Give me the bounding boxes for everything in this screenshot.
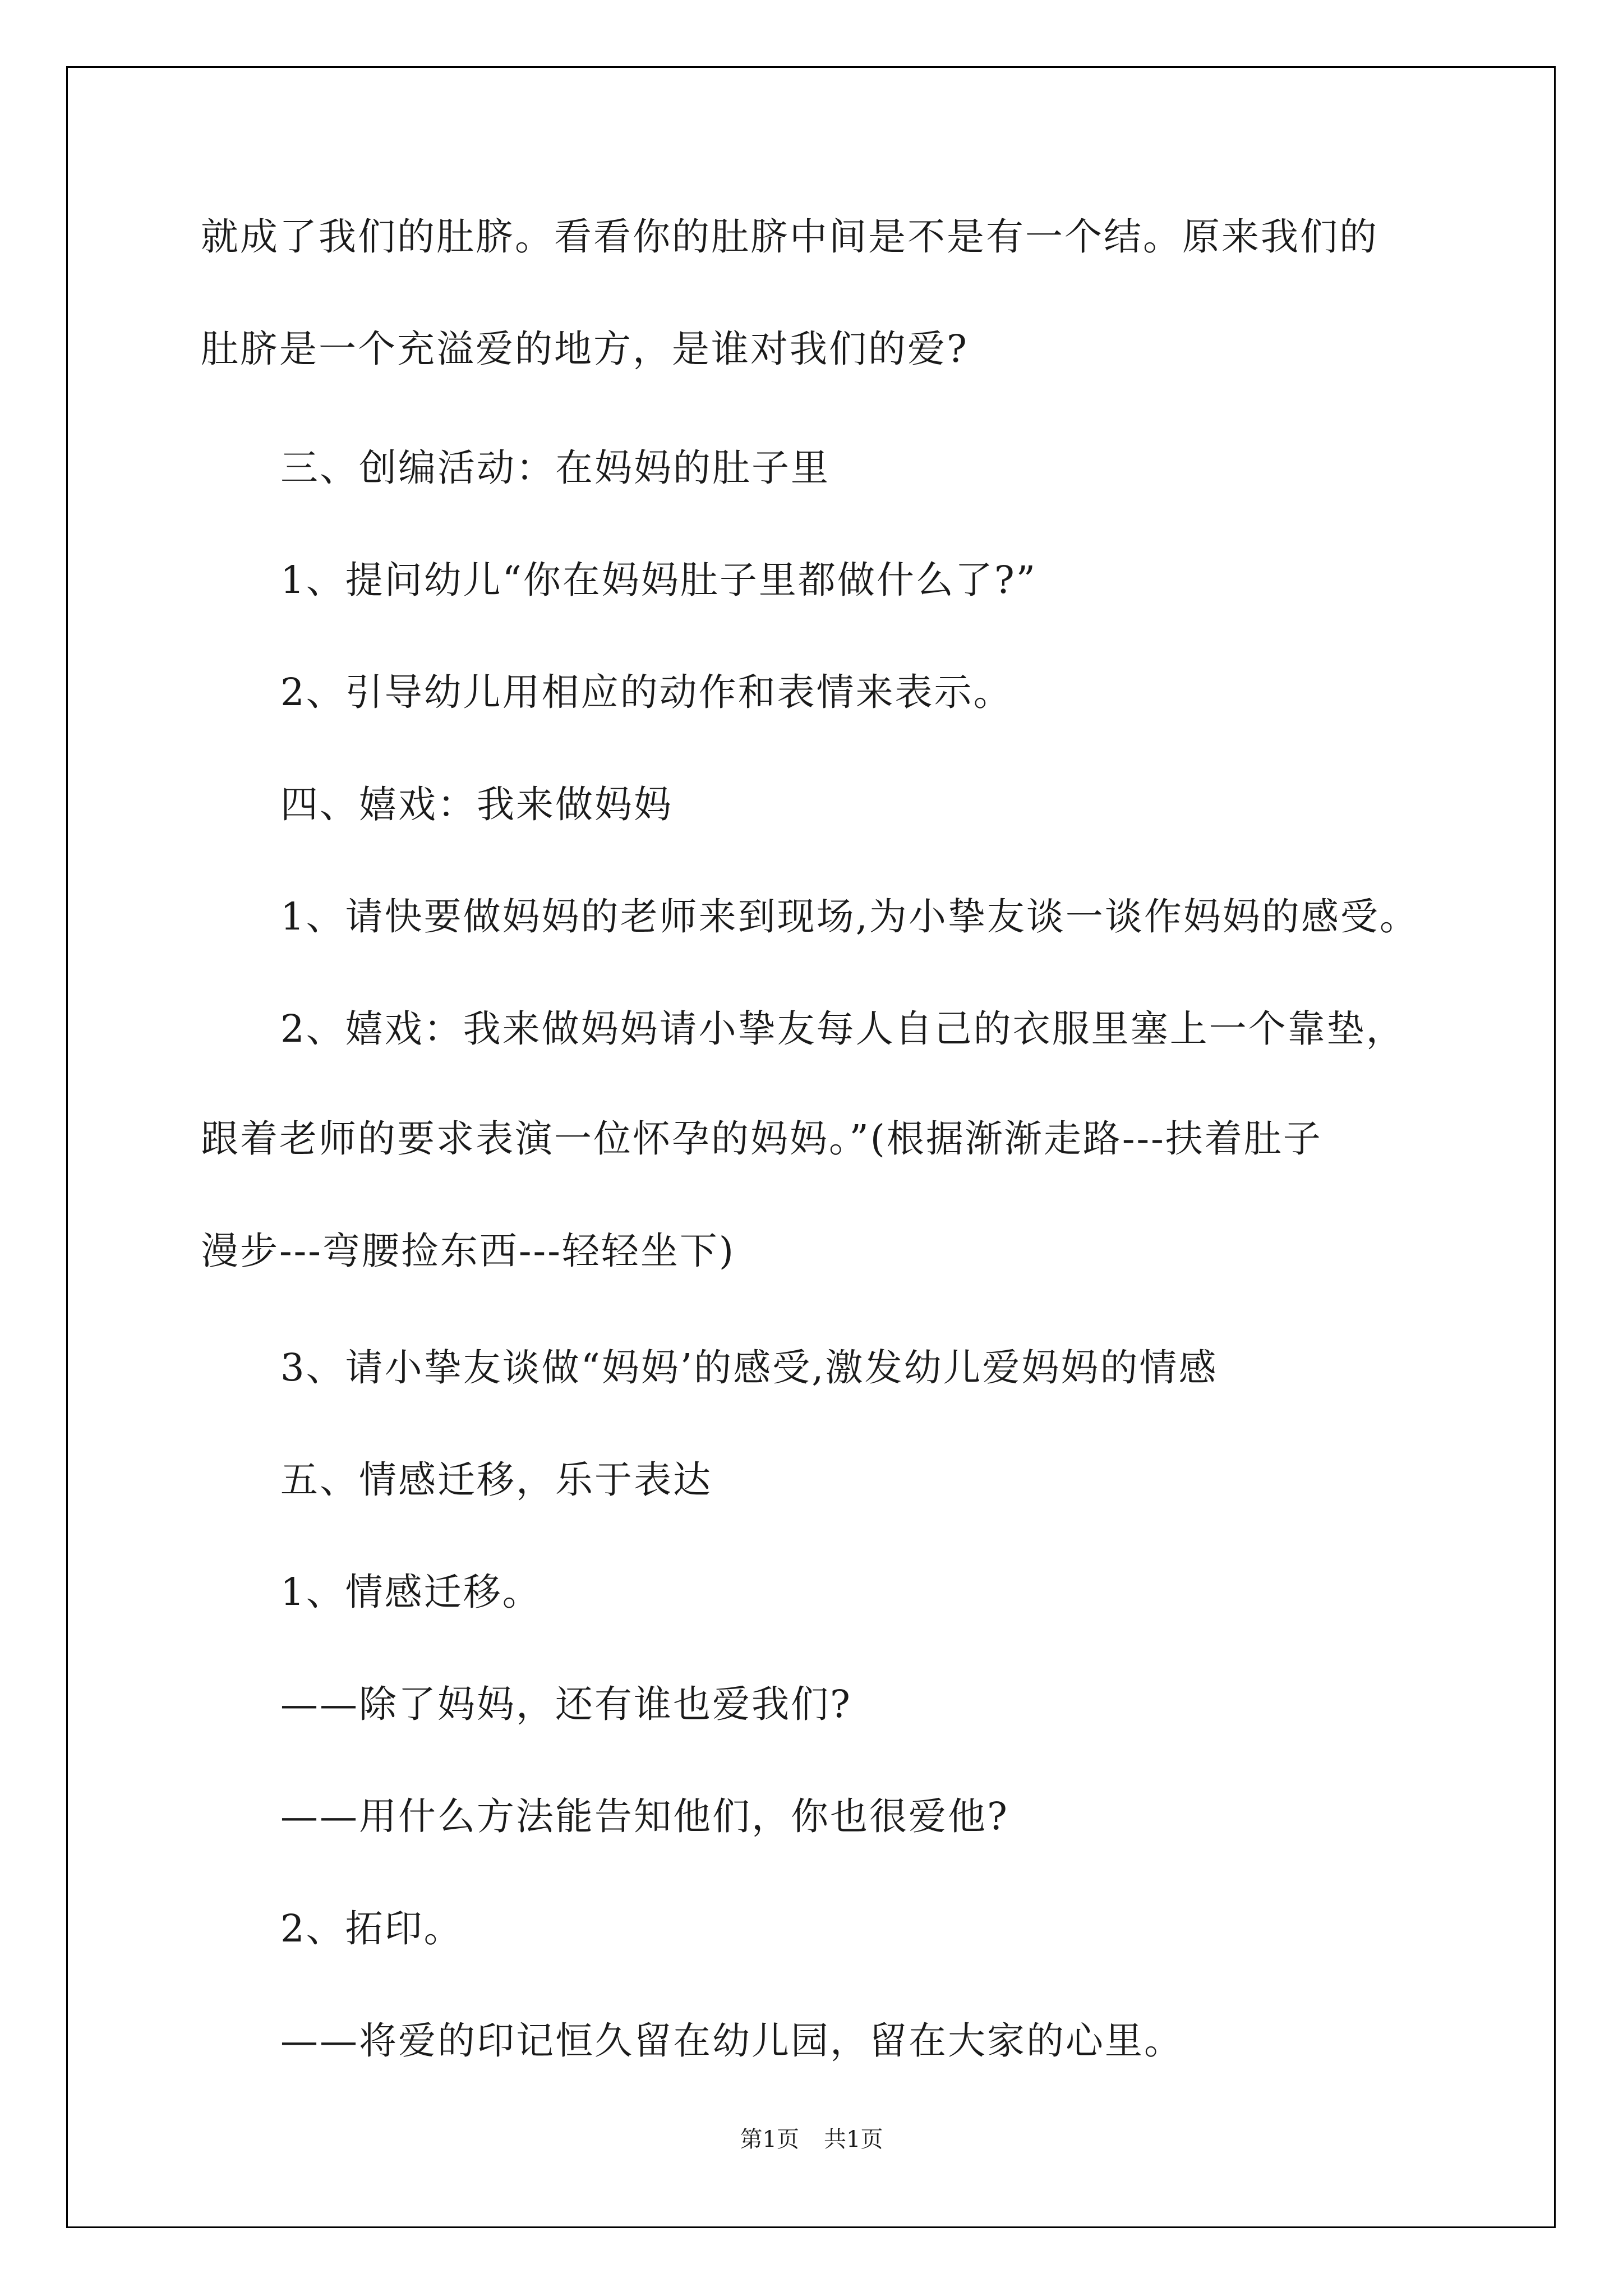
text-line: 漫步---弯腰捡东西---轻轻坐下) [201, 1229, 735, 1273]
text-line: 2、嬉戏：我来做妈妈请小挚友每人自己的衣服里塞上一个靠垫， [280, 1007, 1405, 1051]
text-line: 2、引导幼儿用相应的动作和表情来表示。 [280, 670, 1013, 714]
text-line: ——用什么方法能告知他们，你也很爱他? [280, 1795, 1009, 1838]
text-line: 2、拓印。 [280, 1907, 463, 1950]
text-line: 肚脐是一个充溢爱的地方，是谁对我们的爱? [201, 327, 969, 371]
text-line: 1、情感迁移。 [280, 1570, 542, 1614]
text-line: 3、请小挚友谈做“妈妈’的感受,激发幼儿爱妈妈的情感 [280, 1346, 1218, 1389]
page-footer [0, 2123, 1623, 2156]
text-line: 1、请快要做妈妈的老师来到现场,为小挚友谈一谈作妈妈的感受。 [280, 895, 1419, 938]
section-heading: 五、情感迁移，乐于表达 [280, 1458, 712, 1502]
text-line: ——将爱的印记恒久留在幼儿园，留在大家的心里。 [280, 2019, 1183, 2063]
page-total: 共1页 [824, 2127, 883, 2152]
section-heading: 四、嬉戏：我来做妈妈 [280, 783, 673, 826]
section-heading: 三、创编活动：在妈妈的肚子里 [280, 446, 830, 490]
text-line: 就成了我们的肚脐。看看你的肚脐中间是不是有一个结。原来我们的 [201, 215, 1378, 259]
text-line: ——除了妈妈，还有谁也爱我们? [280, 1682, 852, 1726]
page-number: 第1页 [740, 2127, 799, 2152]
text-line: 1、提问幼儿“你在妈妈肚子里都做什么了?” [280, 558, 1038, 602]
text-line: 跟着老师的要求表演一位怀孕的妈妈。”(根据渐渐走路---扶着肚子 [201, 1117, 1322, 1161]
